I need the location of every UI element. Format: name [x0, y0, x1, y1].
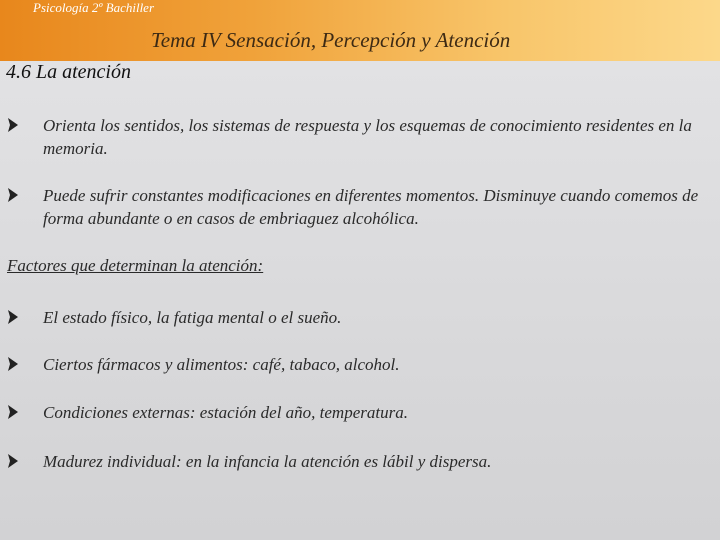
factor-text: Madurez individual: en la infancia la atención es lábil y dispersa.: [43, 452, 492, 471]
factor-text: Condiciones externas: estación del año, temperatura.: [43, 403, 408, 422]
factors-heading: Factores que determinan la atención:: [7, 256, 264, 275]
factor-text: El estado físico, la fatiga mental o el sueño.: [43, 308, 342, 327]
arrowhead-bullet-icon: [7, 404, 19, 420]
section-title: 4.6 La atención: [6, 61, 131, 83]
course-label: Psicología 2º Bachiller: [33, 0, 155, 15]
arrowhead-bullet-icon: [7, 453, 19, 469]
header-banner: [0, 0, 720, 61]
arrowhead-bullet-icon: [7, 117, 19, 133]
arrowhead-bullet-icon: [7, 187, 19, 203]
bullet-text: Orienta los sentidos, los sistemas de respuesta y los esquemas de conocimiento residentes en la memoria.: [43, 116, 692, 158]
arrowhead-bullet-icon: [7, 309, 19, 325]
arrowhead-bullet-icon: [7, 356, 19, 372]
bullet-text: Puede sufrir constantes modificaciones en diferentes momentos. Disminuye cuando comemos de forma abundante o en casos de embriaguez alcohólica.: [43, 186, 699, 228]
factor-text: Ciertos fármacos y alimentos: café, tabaco, alcohol.: [43, 355, 400, 374]
topic-title: Tema IV Sensación, Percepción y Atención: [151, 28, 511, 52]
